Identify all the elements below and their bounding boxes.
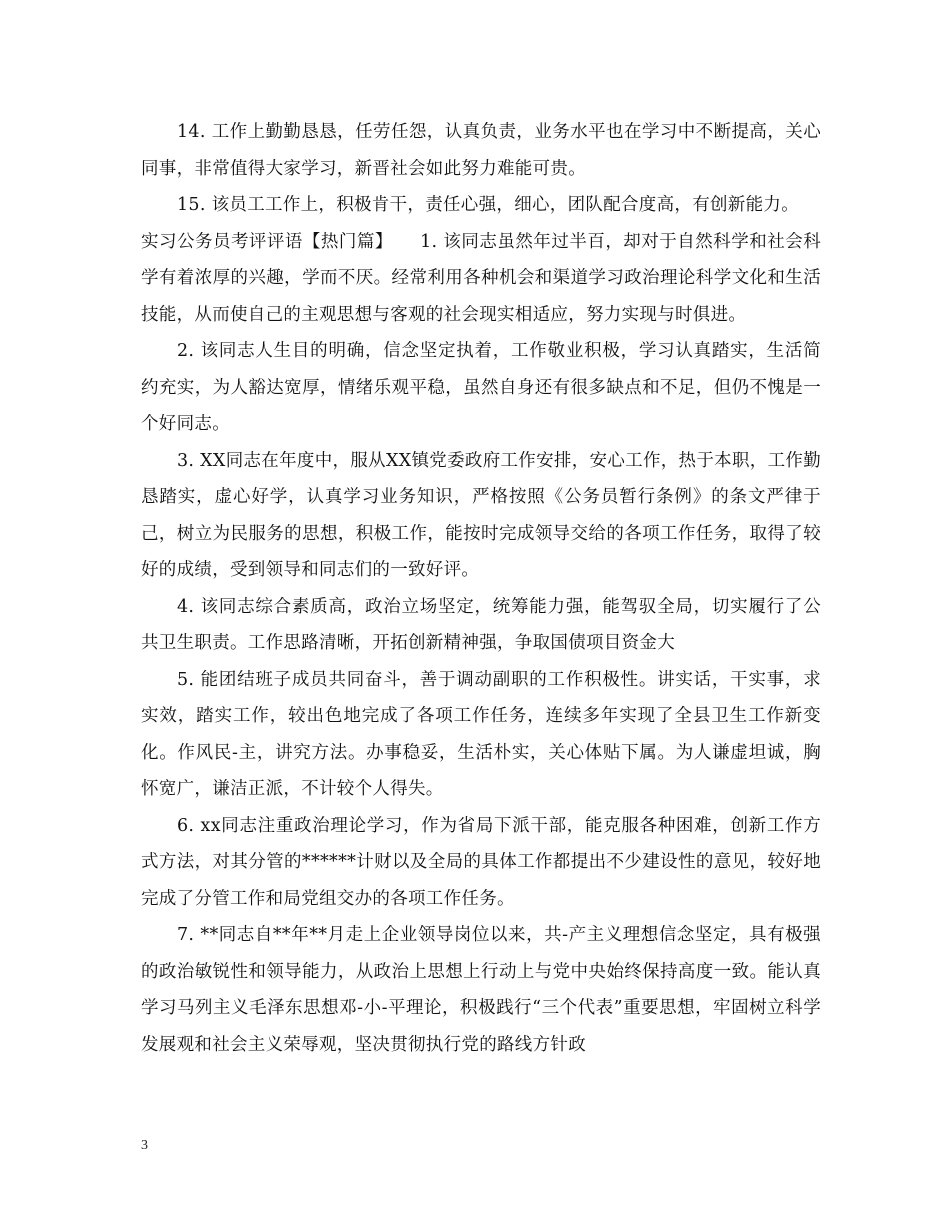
paragraph-item-5: 5. 能团结班子成员共同奋斗，善于调动副职的工作积极性。讲实话，干实事，求实效，踏实工作，较出色地完成了各项工作任务，连续多年实现了全县卫生工作新变化。作风民-主，讲究方法。办事稳妥，生活朴实，关心体贴下属。为人谦虚坦诚，胸怀宽广，谦洁正派，不计较个人得失。	[141, 669, 821, 799]
paragraph-item-7: 7. **同志自**年**月走上企业领导岗位以来，共-产主义理想信念坚定，具有极强的政治敏锐性和领导能力，从政治上思想上行动上与党中央始终保持高度一致。能认真学习马列主义毛泽东思想邓-小-平理论，积极践行“三个代表”重要思想，牢固树立科学发展观和社会主义荣辱观，坚决贯彻执行党的路线方针政	[141, 925, 821, 1055]
section-intro	[141, 224, 821, 334]
paragraph-item-1: 1. 该同志虽然年过半百，却对于自然科学和社会科学有着浓厚的兴趣，学而不厌。经常利用各种机会和渠道学习政治理论科学文化和生活技能，从而使自己的主观思想与客观的社会现实相适应，努力实现与时俱进。	[141, 231, 821, 325]
page-number: 3	[141, 1138, 148, 1153]
paragraph-item-3: 3. XX同志在年度中，服从XX镇党委政府工作安排，安心工作，热于本职，工作勤恳踏实，虚心好学，认真学习业务知识，严格按照《公务员暂行条例》的条文严律于己，树立为民服务的思想，积极工作，能按时完成领导交给的各项工作任务，取得了较好的成绩，受到领导和同志们的一致好评。	[141, 450, 821, 580]
paragraph-item-2: 2. 该同志人生目的明确，信念坚定执着，工作敬业积极，学习认真踏实，生活简约充实，为人豁达宽厚，情绪乐观平稳，虽然自身还有很多缺点和不足，但仍不愧是一个好同志。	[141, 341, 821, 434]
paragraph-15: 15. 该员工工作上，积极肯干，责任心强，细心，团队配合度高，有创新能力。	[177, 195, 799, 215]
section-heading: 实习公务员考评评语【热门篇】	[141, 231, 385, 252]
document-body	[141, 114, 821, 1063]
paragraph-14: 14. 工作上勤勤恳恳，任劳任怨，认真负责，业务水平也在学习中不断提高，关心同事，非常值得大家学习，新晋社会如此努力难能可贵。	[141, 122, 821, 179]
paragraph-item-4: 4. 该同志综合素质高，政治立场坚定，统筹能力强，能驾驭全局，切实履行了公共卫生职责。工作思路清晰，开拓创新精神强，争取国债项目资金大	[141, 596, 821, 653]
paragraph-item-6: 6. xx同志注重政治理论学习，作为省局下派干部，能克服各种困难，创新工作方式方法，对其分管的******计财以及全局的具体工作都提出不少建设性的意见，较好地完成了分管工作和局党组交办的各项工作任务。	[141, 815, 821, 909]
